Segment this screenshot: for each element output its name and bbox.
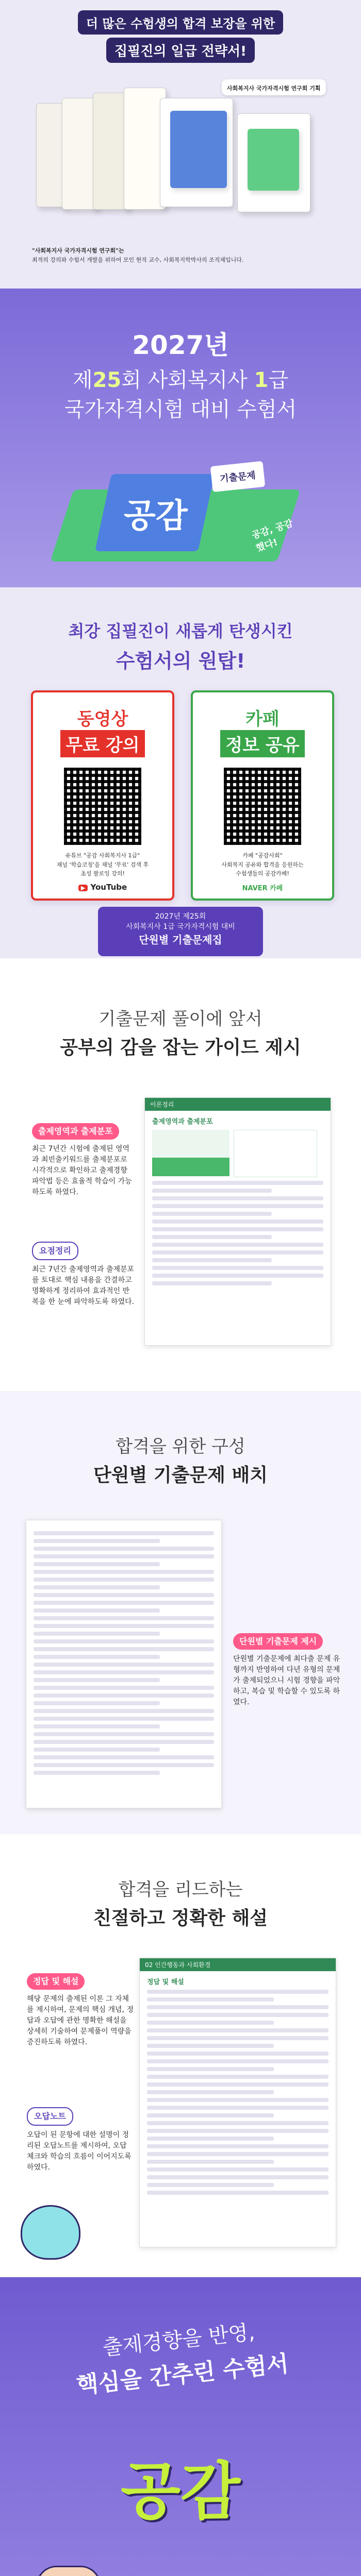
book-illustration [46,443,315,577]
naver-cafe-logo: NAVER 카페 [242,884,283,892]
intro-bubble: 공감, 공감했다! [250,517,294,554]
closing-brand: 공감 [121,2456,240,2528]
play-icon: ▶ [78,885,88,891]
cafe-qr[interactable] [224,768,301,845]
guide-section: 기출문제 풀이에 앞서 공부의 감을 잡는 가이드 제시 이론정리 출제영역과 출제분포 출제영역과 출제분포 최근 7년간 시험에 출제된 영역과 최빈출키워드를 출제분포로 시각적으로 확인하고 출제경향 파악법 등은 효율적 학습이 가능하도록 하였다. 요점정리 최근 7년간 출제영역과 출제분포를 토대로 핵심 내용을 간결하고 명확하게 정리하여 효과적인 반복을 한 눈에 파악하도록 하였다. [0,958,361,1391]
benefits-heading-2: 수험서의 원탑! [116,650,245,672]
intro-section [0,289,361,587]
guide-callout-summary: 요점정리 최근 7년간 출제영역과 출제분포를 토대로 핵심 내용을 간결하고 명확하게 정리하여 효과적인 반복을 한 눈에 파악하도록 하였다. [26,1236,141,1313]
hero-section [0,0,361,289]
answer-section: 합격을 리드하는 친절하고 정확한 해설 02 인간행동과 사회환경 정답 및 해설 정답 및 해설 해당 문제의 출제된 이론 그 자체를 제시하여, 문제의 핵심 개념, 정답과 오답에 관한 명확한 해설을 상세히 기술하여 문제풀이 역량을 증진하도록 하였다. 오답노트 오답이 된 문항에 대한 설명이 정리된 오답노트를 제시하여, 오답 체크와 학습의 흐름이 이어지도록 하였다. [0,1834,361,2277]
guide-callout-distribution: 출제영역과 출제분포 최근 7년간 시험에 출제된 영역과 최빈출키워드를 출제분포로 시각적으로 확인하고 출제경향 파악법 등은 효율적 학습이 가능하도록 하였다. [26,1118,141,1203]
book-side-label: 기출문제 [210,461,265,492]
layout-sample-page [26,1520,222,1808]
hand-illustration [36,2566,101,2576]
intro-year: 2027년 [132,330,229,360]
answer-callout-solution: 정답 및 해설 해당 문제의 출제된 이론 그 자체를 제시하여, 문제의 핵심 개념, 정답과 오답에 관한 명확한 해설을 상세히 기술하여 문제풀이 역량을 증진하도록 하였다. [21,1968,141,2053]
answer-sample-page: 02 인간행동과 사회환경 정답 및 해설 [139,1958,336,2247]
closing-section: 출제경향을 반영, 핵심을 간추린 수험서 공감 [0,2277,361,2576]
cafe-card[interactable]: 카페 정보 공유 카페 "공감사회" 사회복지 공유와 합격을 응원하는 수험생들의 공감카페! NAVER 카페 [191,690,334,901]
benefits-heading-1: 최강 집필진이 새롭게 탄생시킨 [68,621,293,641]
hero-headline-1: 더 많은 수험생의 합격 보장을 위한 [78,10,283,35]
hero-note: "사회복지사 국가자격시험 연구회"는 최적의 강의와 수험서 개발을 위하여 모인 현직 교수, 사회복지학박사의 조직체입니다. [32,247,244,263]
mascot-illustration [21,2205,80,2260]
layout-callout: 단원별 기출문제 제시 단원별 기출문제에 최다출 문제 유형까지 반영하여 다년 유형의 문제가 출제되었으니 시험 경향을 파악하고, 복습 및 학습할 수 있도록 하였다. [227,1628,353,1713]
benefits-section [0,587,361,907]
youtube-logo: ▶ YouTube [33,883,172,892]
book-title: 공감 [124,497,188,535]
lecture-qr[interactable] [64,768,141,845]
intro-line-1: 제25회 사회복지사 1급 [72,368,289,392]
answer-callout-wrongnote: 오답노트 오답이 된 문항에 대한 설명이 정리된 오답노트를 제시하여, 오답 체크와 학습의 흐름이 이어지도록 하였다. [21,2102,141,2178]
layout-section: 합격을 위한 구성 단원별 기출문제 배치 단원별 기출문제 제시 단원별 기출문제에 최다출 문제 유형까지 반영하여 다년 유형의 문제가 출제되었으니 시험 경향을 파악하고, 복습 및 학습할 수 있도록 하였다. [0,1391,361,1834]
product-banner: 2027년 제25회 사회복지사 1급 국가자격시험 대비 단원별 기출문제집 [0,907,361,958]
guide-sample-page: 이론정리 출제영역과 출제분포 [144,1097,331,1346]
intro-line-2: 국가자격시험 대비 수험서 [64,398,297,421]
lecture-card[interactable]: 동영상 무료 강의 유튜브 "공감 사회복지사 1급" 채널 '학습코칭'을 채널 '무료' 검색 후 초성 팔로잉 강의! ▶ YouTube [31,690,174,901]
book-stack-illustration [31,82,330,227]
hero-badge: 사회복지사 국가자격시험 연구회 기획 [222,79,326,95]
hero-headline-2: 집필진의 일급 전략서! [106,38,255,63]
